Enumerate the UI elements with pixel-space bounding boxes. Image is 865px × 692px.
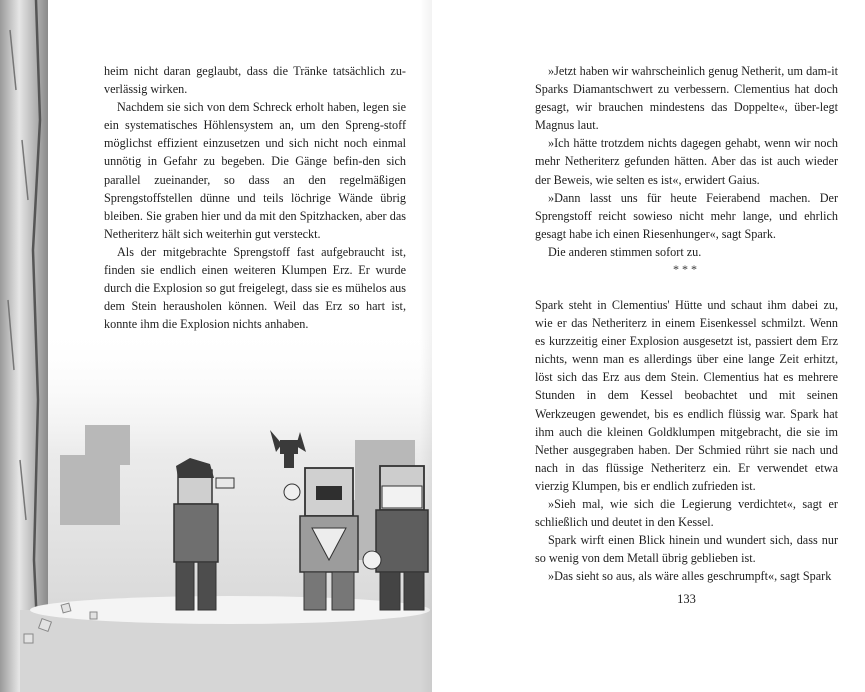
paragraph: heim nicht daran geglaubt, dass die Tränke tatsächlich zu-verlässig wirken.	[104, 64, 406, 97]
pillar	[0, 0, 48, 692]
paragraph: Spark wirft einen Blick hinein und wundert sich, dass nur so wenig von dem Metall übrig geblieben ist.	[535, 533, 838, 566]
paragraph: »Das sieht so aus, als wäre alles geschrumpft«, sagt Spark	[548, 569, 832, 584]
left-page-text	[104, 62, 406, 333]
right-page-text-top	[535, 62, 838, 261]
paragraph: »Dann lasst uns für heute Feierabend machen. Der Sprengstoff reicht sowieso nicht mehr lange, und ehrlich gesagt habe ich einen Riesenhunger«, sagt Spark.	[535, 190, 838, 241]
paragraph: Nachdem sie sich von dem Schreck erholt haben, legen sie ein systematisches Höhlensystem an, um den Spreng-stoff möglichst effizient einzusetzen und sich nicht noch einmal unnötig in Gefahr zu begeben. Die Gänge befin-den sich parallel zueinander, so dass an den regelmäßigen Sprengstoffstellen dünne und teils löchrige Wände übrig bleiben. Sie graben hier und da mit den Spitzhacken, aber das Netheriterz hält sich weiterhin gut versteckt.	[104, 100, 406, 241]
paragraph: Spark steht in Clementius' Hütte und schaut ihm dabei zu, wie er das Netheriterz in einem Eisenkessel schmilzt. Wenn es kurzzeitig einer Explosion ausgesetzt ist, passiert dem Erz nichts, wenn man es allerdings über eine lange Zeit erhitzt, löst sich das Erz aus dem Stein. Clementius hat es mehrere Stunden in dem Kessel beobachtet und mit seinen Werkzeugen gewendet, bis es endlich flüssig war. Spark hat ihm auch die kleinen Goldklumpen mitgebracht, die sie im Nether ausgegraben haben. Der Schmied rührt sie nach und nach in das flüssige Netheriterz ein. Er verwendet etwa vierzig Klumpen, bis er endlich zufrieden ist.	[535, 298, 838, 493]
right-page-text-bottom	[535, 296, 838, 586]
page-number: 133	[677, 592, 696, 606]
paragraph: »Sieh mal, wie sich die Legierung verdichtet«, sagt er schließlich und deutet in den Kessel.	[535, 497, 838, 530]
paragraph: »Jetzt haben wir wahrscheinlich genug Netherit, um dam-it Sparks Diamantschwert zu verbessern. Clementius hat doch gesagt, wir brauchen mindestens das Doppelte«, über-legt Magnus laut.	[535, 64, 838, 133]
left-page	[0, 0, 432, 692]
section-divider: ***	[673, 262, 700, 276]
paragraph: Die anderen stimmen sofort zu.	[548, 244, 702, 259]
paragraph: »Ich hätte trotzdem nichts dagegen gehabt, wenn wir noch mehr Netheriterz gefunden hätten. Aber das ist auch wieder der Beweis, wie selten es ist«, erwidert Gaius.	[535, 136, 838, 187]
paragraph: Als der mitgebrachte Sprengstoff fast aufgebraucht ist, finden sie endlich einen weiteren Klumpen Erz. Er wurde durch die Explosion so gut freigelegt, dass sie es mühelos aus dem Stein herausholen können. Weil das Erz so hart ist, konnte ihm die Explosion nichts anhaben.	[104, 244, 406, 332]
